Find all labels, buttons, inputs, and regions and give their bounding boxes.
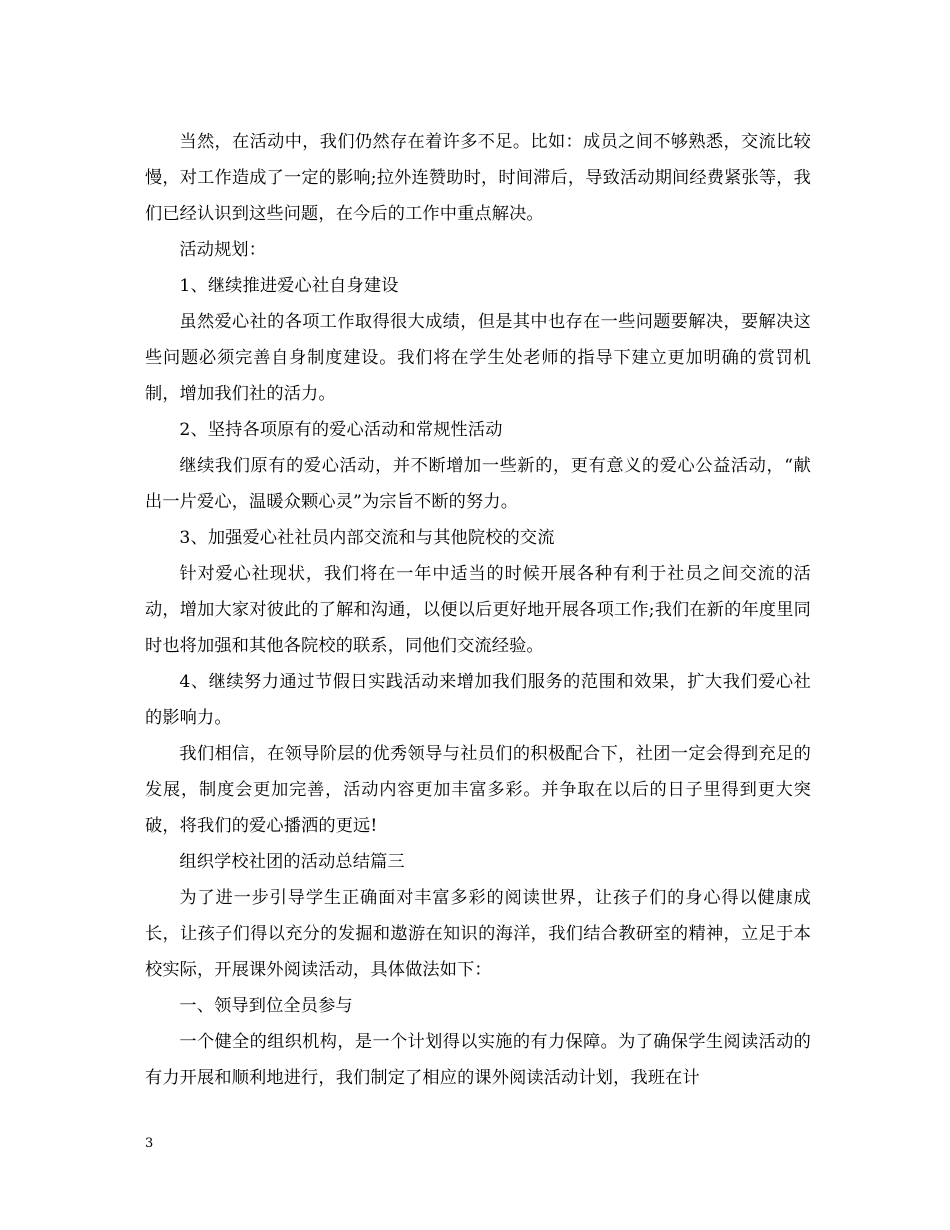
paragraph: 针对爱心社现状，我们将在一年中适当的时候开展各种有利于社员之间交流的活动，增加大家对彼此的了解和沟通，以便以后更好地开展各项工作;我们在新的年度里同时也将加强和其他各院校的联系，同他们交流经验。 (145, 564, 811, 656)
section-heading: 3、加强爱心社社员内部交流和与其他院校的交流 (179, 528, 555, 548)
paragraph: 继续我们原有的爱心活动，并不断增加一些新的，更有意义的爱心公益活动，“献出一片爱心，温暖众颗心灵”为宗旨不断的努力。 (145, 456, 811, 512)
paragraph: 为了进一步引导学生正确面对丰富多彩的阅读世界，让孩子们的身心得以健康成长，让孩子们得以充分的发掘和遨游在知识的海洋，我们结合教研室的精神，立足于本校实际，开展课外阅读活动，具体做法如下： (145, 888, 811, 980)
document-body (145, 124, 811, 1096)
article-title: 组织学校社团的活动总结篇三 (179, 852, 405, 872)
paragraph: 当然，在活动中，我们仍然存在着许多不足。比如：成员之间不够熟悉，交流比较慢，对工作造成了一定的影响;拉外连赞助时，时间滞后，导致活动期间经费紧张等，我们已经认识到这些问题，在今后的工作中重点解决。 (145, 132, 811, 224)
page-number: 3 (145, 1136, 154, 1151)
paragraph: 活动规划： (179, 240, 267, 260)
section-heading: 一、领导到位全员参与 (179, 996, 353, 1016)
section-heading: 2、坚持各项原有的爱心活动和常规性活动 (179, 420, 503, 440)
section-heading: 1、继续推进爱心社自身建设 (179, 276, 399, 296)
paragraph: 我们相信，在领导阶层的优秀领导与社员们的积极配合下，社团一定会得到充足的发展，制度会更加完善，活动内容更加丰富多彩。并争取在以后的日子里得到更大突破，将我们的爱心播洒的更远! (145, 744, 811, 836)
paragraph: 虽然爱心社的各项工作取得很大成绩，但是其中也存在一些问题要解决，要解决这些问题必须完善自身制度建设。我们将在学生处老师的指导下建立更加明确的赏罚机制，增加我们社的活力。 (145, 312, 811, 404)
paragraph: 4、继续努力通过节假日实践活动来增加我们服务的范围和效果，扩大我们爱心社的影响力。 (145, 672, 811, 728)
paragraph: 一个健全的组织机构，是一个计划得以实施的有力保障。为了确保学生阅读活动的有力开展和顺利地进行，我们制定了相应的课外阅读活动计划，我班在计 (145, 1032, 811, 1088)
